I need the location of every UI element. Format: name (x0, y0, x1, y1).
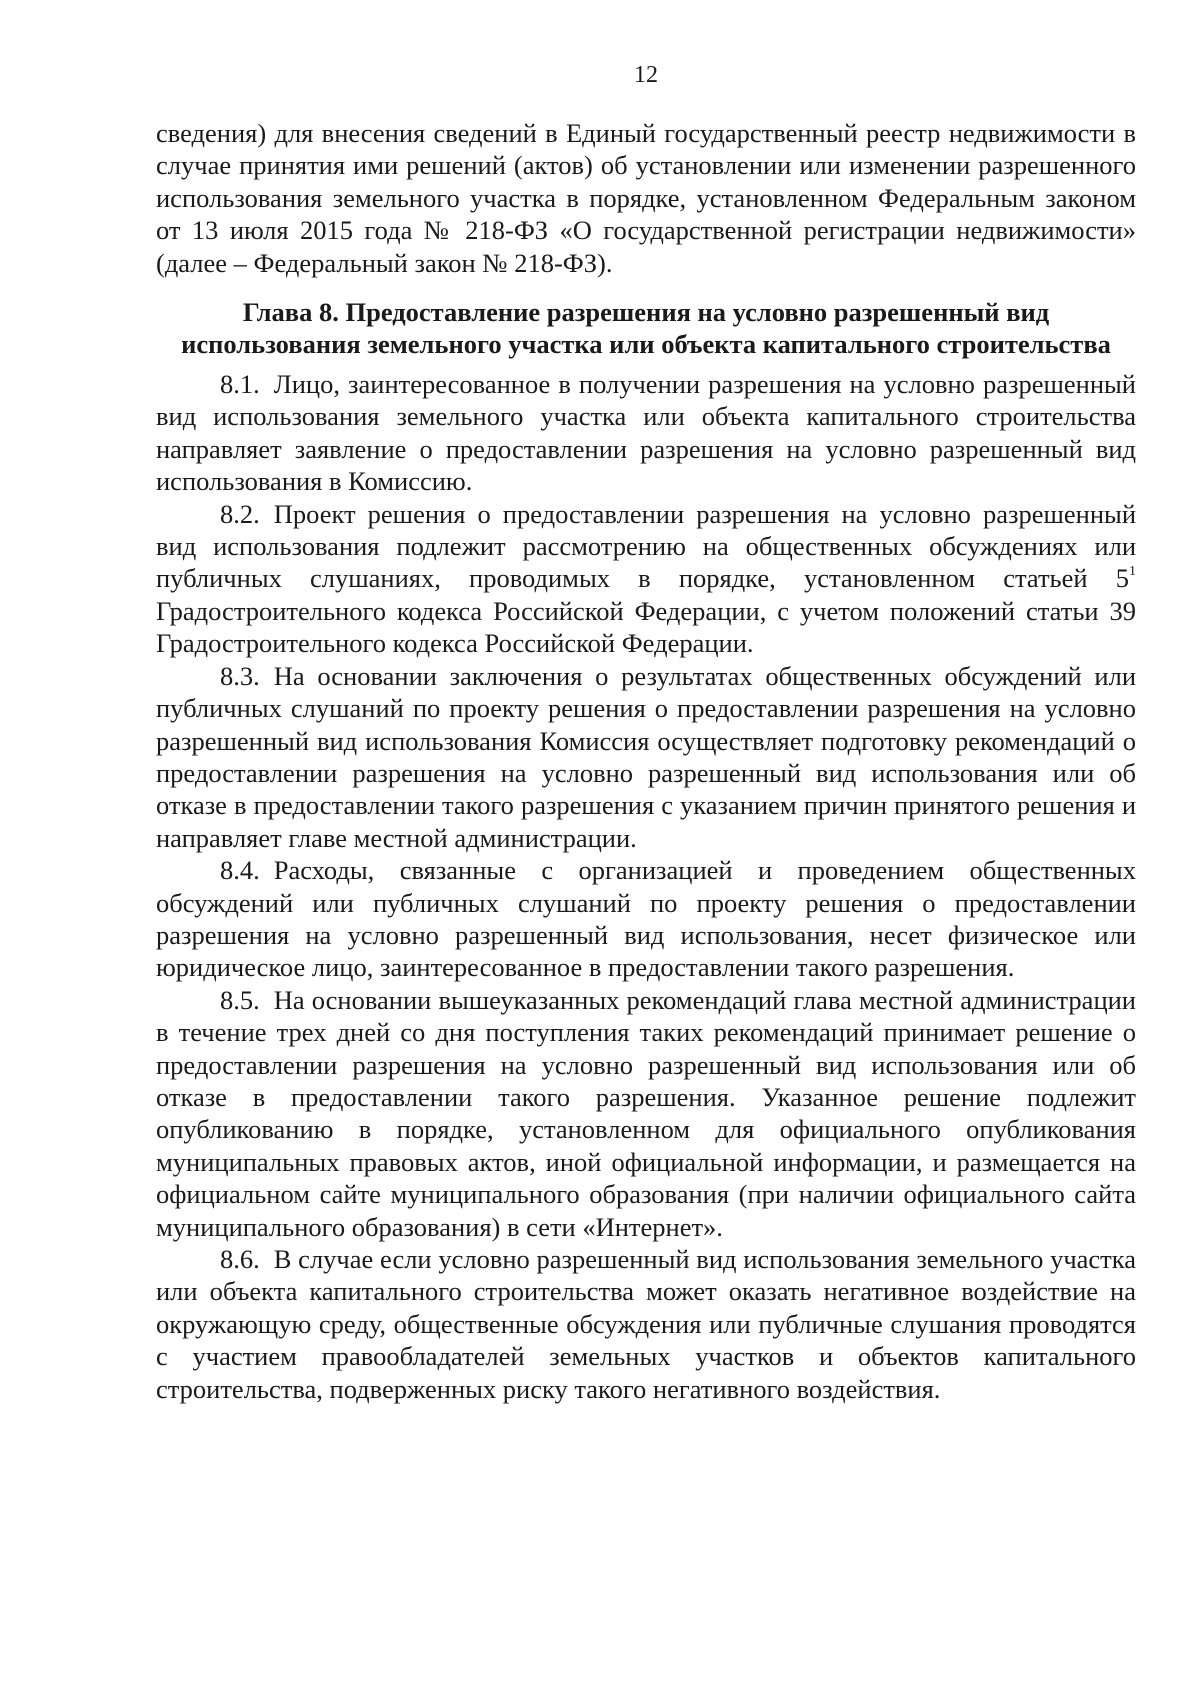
paragraph-number: 8.3. (220, 660, 260, 691)
paragraph-number: 8.6. (220, 1244, 260, 1274)
paragraph-text: В случае если условно разрешенный вид использования земельного участка или объекта капитального строительства может оказать негативное воздействие на окружающую среду, общественные обсуждения или публичные слушания проводятся с участием правообладателей земельных участков и объектов капитального строительства, подверженных риску такого негативного воздействия. (156, 1244, 1136, 1404)
intro-paragraph: сведения) для внесения сведений в Единый государственный реестр недвижимости в случае принятия ими решений (актов) об установлении или изменении разрешенного использования земельного участка в порядке, установленном Федеральным законом от 13 июля 2015 года № 218-ФЗ «О государственной регистрации недвижимости» (далее – Федеральный закон № 218-ФЗ). (156, 118, 1136, 278)
paragraph-text: Проект решения о предоставлении разрешения на условно разрешенный вид использования подлежит рассмотрению на общественных обсуждениях или публичных слушаниях, проводимых в порядке, установленном статьей 5 (156, 498, 1136, 594)
document-body (156, 117, 1136, 1405)
paragraph-text: Лицо, заинтересованное в получении разрешения на условно разрешенный вид использования земельного участка или объекта капитального строительства направляет заявление о предоставлении разрешения на условно разрешенный вид использования в Комиссию. (156, 369, 1136, 497)
paragraph-8-3 (156, 660, 1136, 854)
paragraph-number: 8.1. (220, 369, 260, 400)
paragraph-8-1 (156, 368, 1136, 498)
paragraph-8-2 (156, 498, 1136, 660)
superscript: 1 (1129, 564, 1136, 580)
paragraph-8-4 (156, 854, 1136, 984)
paragraph-8-6 (156, 1243, 1136, 1405)
paragraph-8-5 (156, 984, 1136, 1243)
paragraph-text-continued: Градостроительного кодекса Российской Федерации, с учетом положений статьи 39 Градостроительного кодекса Российской Федерации. (156, 595, 1136, 659)
paragraph-number: 8.5. (220, 984, 260, 1015)
paragraph-number: 8.4. (220, 855, 260, 886)
paragraph-text: Расходы, связанные с организацией и проведением общественных обсуждений или публичных слушаний по проекту решения о предоставлении разрешения на условно разрешенный вид использования, несет физическое или юридическое лицо, заинтересованное в предоставлении такого разрешения. (156, 855, 1136, 983)
chapter-heading: Глава 8. Предоставление разрешения на условно разрешенный вид использования земельного участка или объекта капитального строительства (181, 297, 1111, 359)
page-number: 12 (634, 62, 658, 88)
paragraph-text: На основании вышеуказанных рекомендаций глава местной администрации в течение трех дней со дня поступления таких рекомендаций принимает решение о предоставлении разрешения на условно разрешенный вид использования или об отказе в предоставлении такого разрешения. Указанное решение подлежит опубликованию в порядке, установленном для официального опубликования муниципальных правовых актов, иной официальной информации, и размещается на официальном сайте муниципального образования (при наличии официального сайта муниципального образования) в сети «Интернет». (156, 984, 1136, 1242)
paragraph-number: 8.2. (220, 498, 260, 529)
paragraph-text: На основании заключения о результатах общественных обсуждений или публичных слушаний по проекту решения о предоставлении разрешения на условно разрешенный вид использования Комиссия осуществляет подготовку рекомендаций о предоставлении разрешения на условно разрешенный вид использования или об отказе в предоставлении такого разрешения с указанием причин принятого решения и направляет главе местной администрации. (156, 660, 1136, 853)
